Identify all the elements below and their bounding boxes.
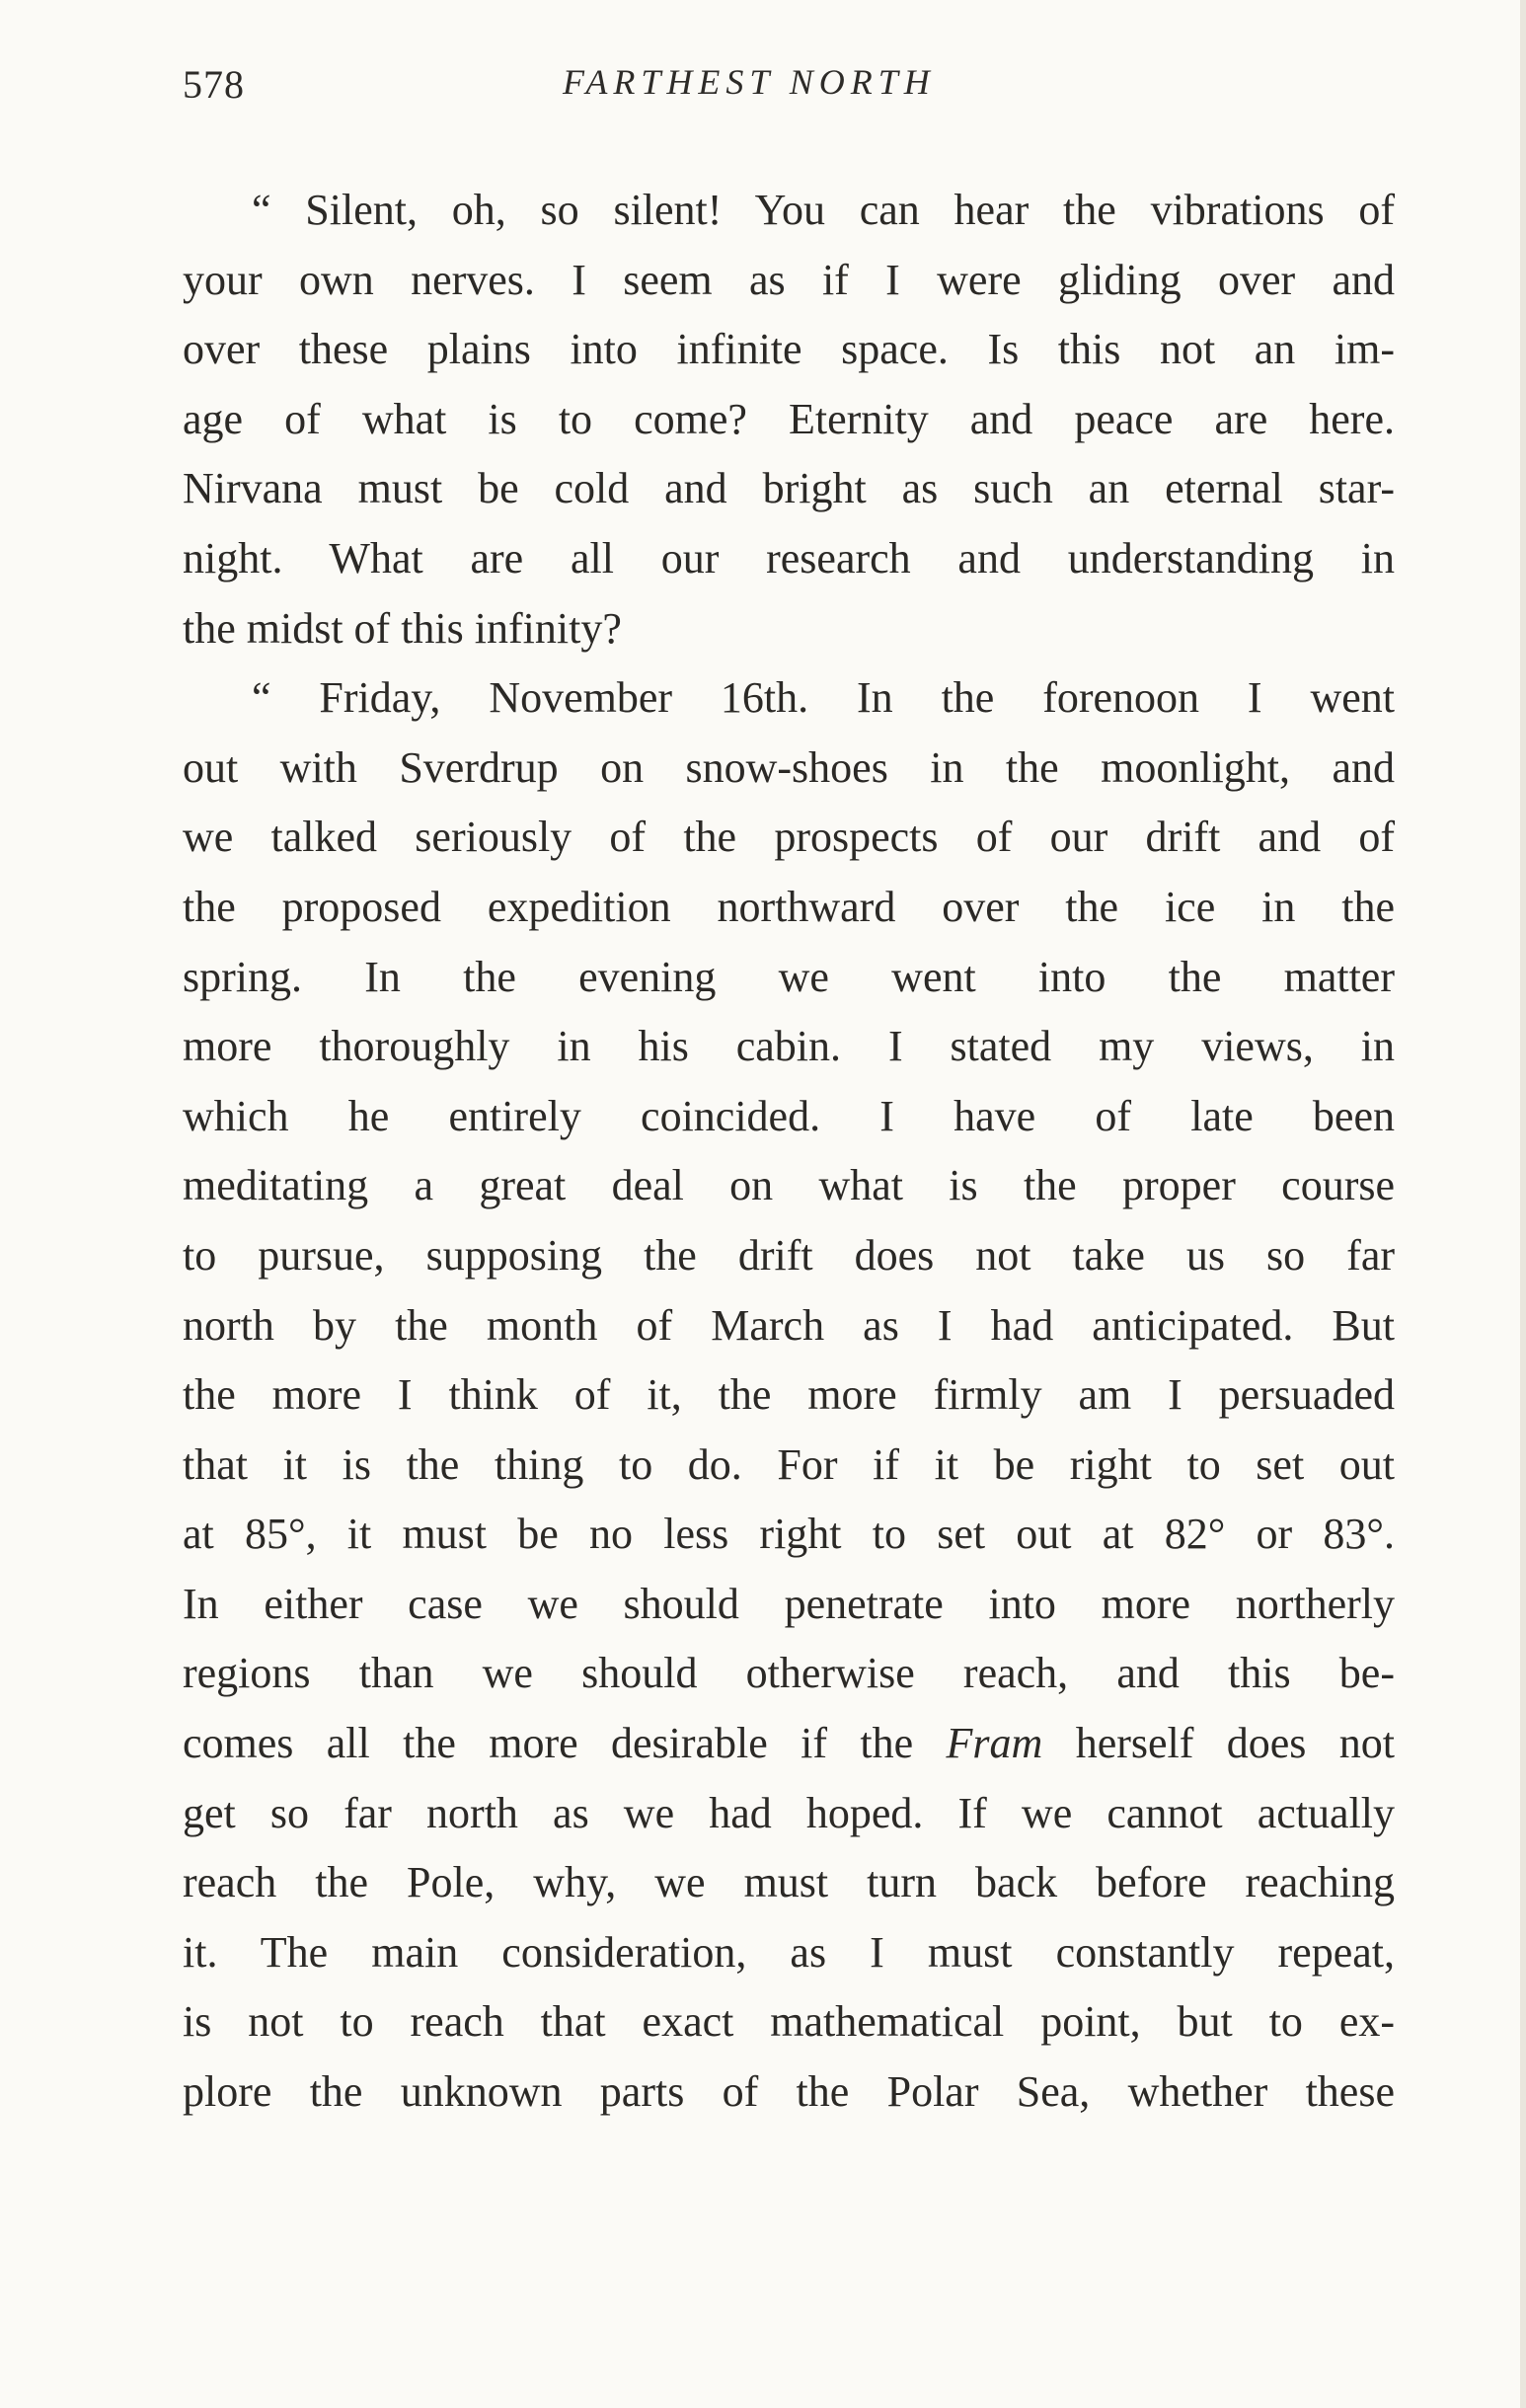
text-line: spring. In the evening we went into the matter [183, 952, 1395, 1001]
text-line: meditating a great deal on what is the proper course [183, 1161, 1395, 1210]
text-line: the proposed expedition northward over the ice in the [183, 882, 1395, 931]
text-line: reach the Pole, why, we must turn back before reaching [183, 1858, 1395, 1907]
text-line: over these plains into infinite space. Is this not an im- [183, 325, 1395, 374]
text-line: get so far north as we had hoped. If we cannot actually [183, 1788, 1395, 1837]
text-line: more thoroughly in his cabin. I stated my views, in [183, 1022, 1395, 1071]
text-line: Nirvana must be cold and bright as such an eternal star- [183, 464, 1395, 513]
text-line: it. The main consideration, as I must constantly repeat, [183, 1927, 1395, 1977]
text-line: north by the month of March as I had anticipated. But [183, 1300, 1395, 1350]
text-line: “ Friday, November 16th. In the forenoon I went [252, 673, 1395, 723]
text-line: age of what is to come? Eternity and peace are here. [183, 394, 1395, 443]
page-edge [1520, 0, 1526, 2408]
page-number: 578 [183, 62, 245, 107]
text-line: In either case we should penetrate into more northerly [183, 1579, 1395, 1628]
text-line: the midst of this infinity? [183, 603, 622, 653]
text-line: your own nerves. I seem as if I were gliding over and [183, 255, 1395, 304]
text-line: we talked seriously of the prospects of our drift and of [183, 813, 1395, 862]
text-line: at 85°, it must be no less right to set out at 82° or 83°. [183, 1510, 1395, 1559]
text-line: out with Sverdrup on snow-shoes in the moonlight, and [183, 742, 1395, 792]
text-line: which he entirely coincided. I have of late been [183, 1091, 1395, 1140]
text-line: regions than we should otherwise reach, and this be- [183, 1649, 1395, 1698]
text-fragment: comes all the more desirable if the [183, 1719, 914, 1768]
ship-name: Fram [946, 1719, 1043, 1768]
text-line: is not to reach that exact mathematical point, but to ex- [183, 1997, 1395, 2047]
running-head [183, 61, 1397, 120]
body-text [183, 176, 1395, 2128]
text-line: that it is the thing to do. For if it be right to set out [183, 1439, 1395, 1489]
text-line: plore the unknown parts of the Polar Sea, whether these [183, 2067, 1395, 2117]
text-line: “ Silent, oh, so silent! You can hear the vibrations of [252, 186, 1395, 234]
text-fragment: herself does not [1075, 1719, 1396, 1768]
text-line: the more I think of it, the more firmly am I persuaded [183, 1370, 1395, 1420]
text-line [183, 1709, 1395, 1779]
book-title: FARTHEST NORTH [563, 62, 936, 102]
text-line: to pursue, supposing the drift does not take us so far [183, 1230, 1395, 1280]
text-line: night. What are all our research and understanding in [183, 533, 1395, 583]
